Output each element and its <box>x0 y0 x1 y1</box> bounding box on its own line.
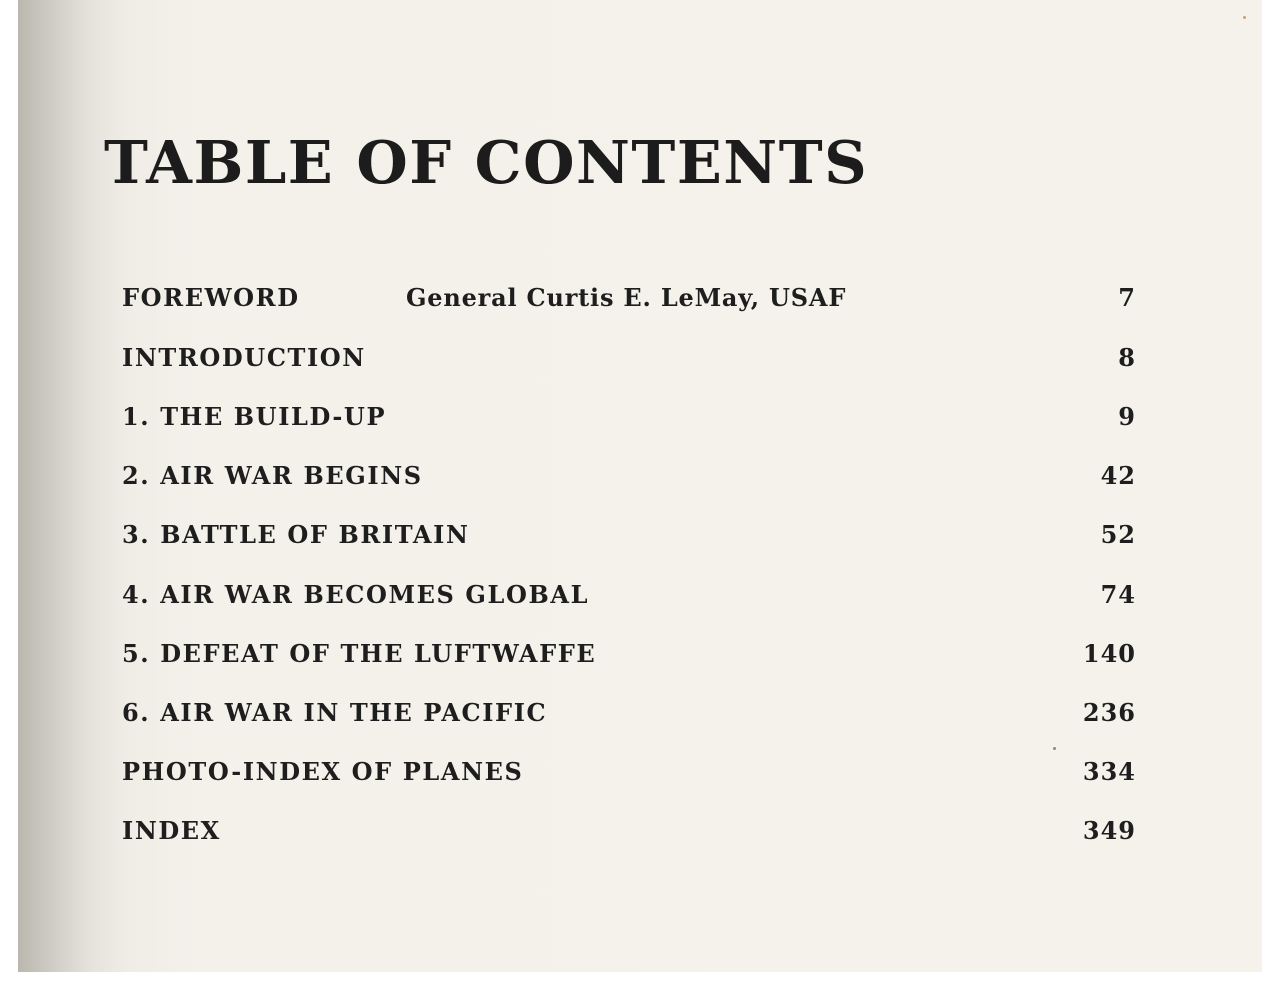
toc-entry-label: 5. DEFEAT OF THE LUFTWAFFE <box>122 639 597 668</box>
toc-entry-label: 3. BATTLE OF BRITAIN <box>122 520 470 549</box>
toc-entry-label: PHOTO-INDEX OF PLANES <box>122 757 524 786</box>
page-title: TABLE OF CONTENTS <box>104 128 869 197</box>
toc-entry-chapter-3 <box>122 517 1136 553</box>
toc-entry-page: 74 <box>1100 580 1136 609</box>
toc-entry-page: 9 <box>1118 402 1136 431</box>
toc-entry-chapter-4 <box>122 577 1136 613</box>
toc-entry-label: FOREWORD <box>122 283 300 312</box>
toc-entry-introduction <box>122 340 1136 376</box>
toc-entry-page: 7 <box>1118 283 1136 312</box>
book-page <box>18 0 1262 972</box>
toc-entry-label: 4. AIR WAR BECOMES GLOBAL <box>122 580 590 609</box>
toc-entry-label: 1. THE BUILD-UP <box>122 402 387 431</box>
paper-speck <box>1243 16 1246 19</box>
toc-entry-label: 2. AIR WAR BEGINS <box>122 461 423 490</box>
toc-entry-label: INTRODUCTION <box>122 343 366 372</box>
toc-entry-page: 236 <box>1082 698 1136 727</box>
toc-entry-chapter-1 <box>122 399 1136 435</box>
toc-entry-author: General Curtis E. LeMay, USAF <box>406 283 847 312</box>
toc-entry-photo-index <box>122 754 1136 790</box>
toc-entry-index <box>122 813 1136 849</box>
toc-entry-page: 334 <box>1082 757 1136 786</box>
toc-entry-label: INDEX <box>122 816 221 845</box>
toc-entry-foreword <box>122 280 1136 316</box>
paper-speck <box>1053 747 1056 750</box>
toc-entry-page: 349 <box>1082 816 1136 845</box>
toc-entry-chapter-5 <box>122 636 1136 672</box>
toc-entry-chapter-2 <box>122 458 1136 494</box>
toc-entry-page: 42 <box>1100 461 1136 490</box>
toc-entry-page: 8 <box>1118 343 1136 372</box>
toc-entry-page: 140 <box>1082 639 1136 668</box>
toc-entry-label: 6. AIR WAR IN THE PACIFIC <box>122 698 548 727</box>
toc-entry-chapter-6 <box>122 695 1136 731</box>
toc-entry-page: 52 <box>1100 520 1136 549</box>
